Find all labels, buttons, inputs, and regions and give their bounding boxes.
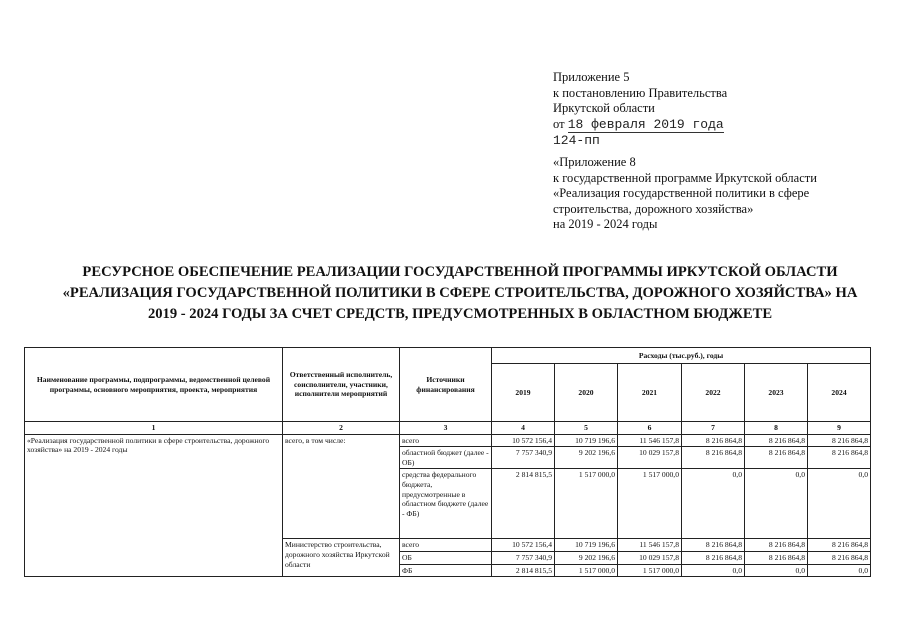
value-cell: 8 216 864,8 <box>682 551 745 564</box>
header-year: 2023 <box>745 364 808 422</box>
header-name: Наименование программы, подпрограммы, ведомственной целевой программы, основного мероприятия, проекта, мероприятия <box>25 348 283 422</box>
value-cell: 0,0 <box>808 564 871 577</box>
executor-cell: Министерство строительства, дорожного хозяйства Иркутской области <box>283 539 400 577</box>
value-cell: 10 029 157,8 <box>618 551 682 564</box>
source-cell: ОБ <box>400 551 492 564</box>
value-cell: 8 216 864,8 <box>808 551 871 564</box>
value-cell: 8 216 864,8 <box>682 434 745 447</box>
value-cell: 0,0 <box>682 469 745 539</box>
appendix-line: Иркутской области <box>553 101 655 115</box>
header-expenses: Расходы (тыс.руб.), годы <box>492 348 871 364</box>
source-cell: областной бюджет (далее - ОБ) <box>400 447 492 469</box>
appendix-line: к государственной программе Иркутской области <box>553 170 817 185</box>
column-number: 7 <box>682 422 745 435</box>
column-number: 1 <box>25 422 283 435</box>
appendix-line: к постановлению Правительства <box>553 85 728 100</box>
appendix-line: Приложение 5 <box>553 70 630 84</box>
column-number: 3 <box>400 422 492 435</box>
value-cell: 10 719 196,6 <box>555 539 618 552</box>
value-cell: 1 517 000,0 <box>618 564 682 577</box>
header-year: 2024 <box>808 364 871 422</box>
appendix-line: строительства, дорожного хозяйства» <box>553 201 754 216</box>
value-cell: 8 216 864,8 <box>808 447 871 469</box>
title-line: РЕСУРСНОЕ ОБЕСПЕЧЕНИЕ РЕАЛИЗАЦИИ ГОСУДАРСТВЕННОЙ ПРОГРАММЫ ИРКУТСКОЙ ОБЛАСТИ <box>82 264 838 280</box>
header-year: 2022 <box>682 364 745 422</box>
value-cell: 8 216 864,8 <box>808 434 871 447</box>
value-cell: 8 216 864,8 <box>682 447 745 469</box>
value-cell: 8 216 864,8 <box>745 447 808 469</box>
value-cell: 9 202 196,6 <box>555 447 618 469</box>
date-prefix: от <box>553 116 565 131</box>
header-source: Источники финансирования <box>400 348 492 422</box>
value-cell: 1 517 000,0 <box>555 564 618 577</box>
appendix-line: «Реализация государственной политики в сфере <box>553 186 810 200</box>
value-cell: 11 546 157,8 <box>618 434 682 447</box>
column-number: 4 <box>492 422 555 435</box>
resource-table <box>24 347 871 577</box>
value-cell: 10 029 157,8 <box>618 447 682 469</box>
source-cell: всего <box>400 539 492 552</box>
column-number-row <box>25 422 871 435</box>
value-cell: 2 814 815,5 <box>492 564 555 577</box>
title-line: «РЕАЛИЗАЦИЯ ГОСУДАРСТВЕННОЙ ПОЛИТИКИ В СФЕРЕ СТРОИТЕЛЬСТВА, ДОРОЖНОГО ХОЗЯЙСТВА» НА <box>62 285 858 301</box>
document-title <box>40 262 880 325</box>
value-cell: 9 202 196,6 <box>555 551 618 564</box>
table-row <box>25 434 871 447</box>
appendix-header <box>553 70 883 233</box>
value-cell: 11 546 157,8 <box>618 539 682 552</box>
value-cell: 0,0 <box>808 469 871 539</box>
column-number: 6 <box>618 422 682 435</box>
value-cell: 1 517 000,0 <box>618 469 682 539</box>
appendix-line: «Приложение 8 <box>553 155 636 169</box>
value-cell: 8 216 864,8 <box>745 434 808 447</box>
appendix-line: на 2019 - 2024 годы <box>553 217 658 231</box>
appendix-date-line <box>553 117 883 133</box>
value-cell: 2 814 815,5 <box>492 469 555 539</box>
column-number: 9 <box>808 422 871 435</box>
value-cell: 7 757 340,9 <box>492 551 555 564</box>
value-cell: 10 572 156,4 <box>492 434 555 447</box>
value-cell: 8 216 864,8 <box>808 539 871 552</box>
column-number: 5 <box>555 422 618 435</box>
program-name-cell: «Реализация государственной политики в сфере строительства, дорожного хозяйства» на 2019 - 2024 годы <box>25 434 283 577</box>
title-line: 2019 - 2024 ГОДЫ ЗА СЧЕТ СРЕДСТВ, ПРЕДУСМОТРЕННЫХ В ОБЛАСТНОМ БЮДЖЕТЕ <box>147 306 773 322</box>
value-cell: 0,0 <box>745 469 808 539</box>
header-executor: Ответственный исполнитель, соисполнители, участники, исполнители мероприятий <box>283 348 400 422</box>
source-cell: средства федерального бюджета, предусмотренные в областном бюджете (далее - ФБ) <box>400 469 492 539</box>
value-cell: 1 517 000,0 <box>555 469 618 539</box>
handwritten-date: 18 февраля 2019 года <box>567 116 724 132</box>
value-cell: 10 719 196,6 <box>555 434 618 447</box>
value-cell: 0,0 <box>682 564 745 577</box>
value-cell: 0,0 <box>745 564 808 577</box>
value-cell: 8 216 864,8 <box>745 539 808 552</box>
column-number: 2 <box>283 422 400 435</box>
value-cell: 10 572 156,4 <box>492 539 555 552</box>
header-year: 2020 <box>555 364 618 422</box>
executor-cell: всего, в том числе: <box>283 434 400 539</box>
header-year: 2019 <box>492 364 555 422</box>
handwritten-number: 124-пп <box>553 132 600 148</box>
value-cell: 8 216 864,8 <box>682 539 745 552</box>
source-cell: всего <box>400 434 492 447</box>
value-cell: 8 216 864,8 <box>745 551 808 564</box>
header-year: 2021 <box>618 364 682 422</box>
value-cell: 7 757 340,9 <box>492 447 555 469</box>
source-cell: ФБ <box>400 564 492 577</box>
column-number: 8 <box>745 422 808 435</box>
